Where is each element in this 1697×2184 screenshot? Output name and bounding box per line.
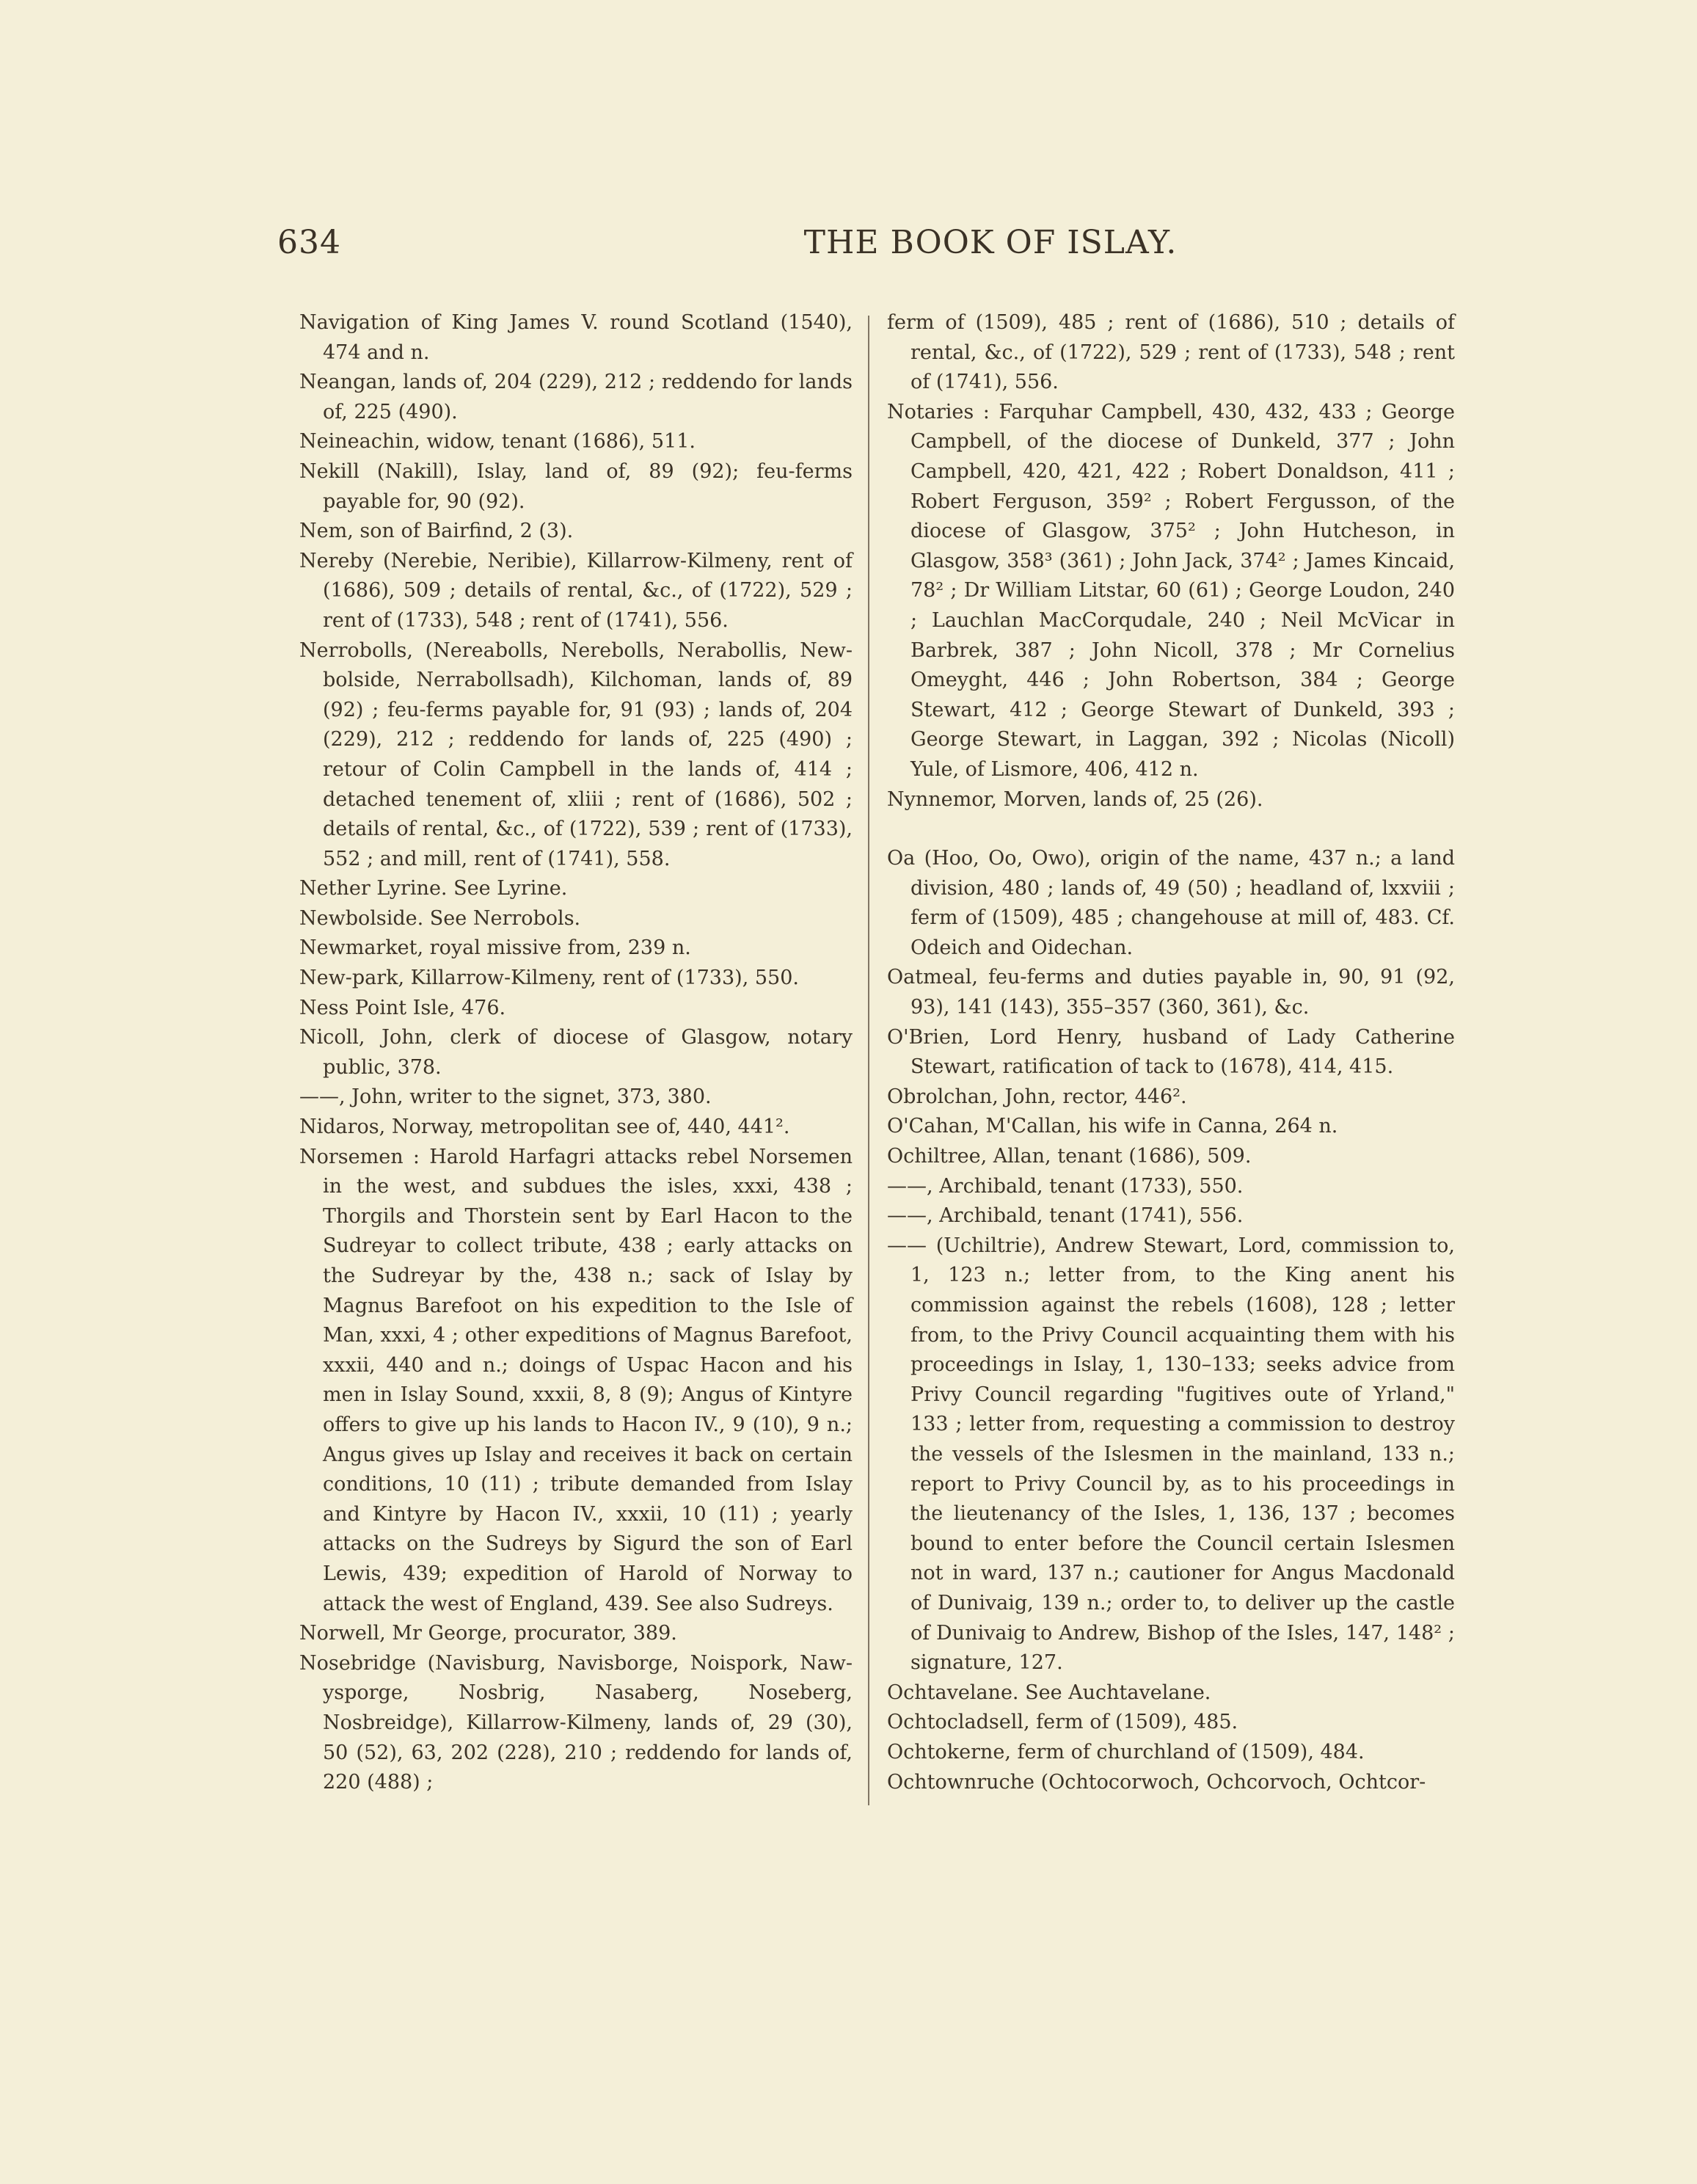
index-entry: O'Cahan, M'Callan, his wife in Canna, 264 n. [887,1115,1338,1138]
running-header [0,224,1697,268]
index-entry: Nidaros, Norway, metropolitan see of, 440, 441². [299,1115,790,1139]
index-column-left [299,308,853,1798]
index-entry: Newbolside. See Nerrobols. [299,906,581,930]
section-gap [887,815,1455,844]
index-entry: Nekill (Nakill), Islay, land of, 89 (92); feu-ferms payable for, 90 (92). [299,459,853,513]
index-entry: Nicoll, John, clerk of diocese of Glasgow, notary public, 378. [299,1026,853,1079]
index-entry: Ochtocladsell, ferm of (1509), 485. [887,1711,1238,1734]
index-entry: Oatmeal, feu-ferms and duties payable in, 90, 91 (92, 93), 141 (143), 355–357 (360, 361), &c. [887,966,1455,1019]
index-entry: ——, John, writer to the signet, 373, 380. [299,1085,712,1109]
index-entry: Notaries : Farquhar Campbell, 430, 432, 433 ; George Campbell, of the diocese of Dunkeld, 377 ; John Campbell, 420, 421, 422 ; Robert Donaldson, 411 ; Robert Ferguson, 359² ; Robert Fergusson, of the diocese of Glasgow, 375² ; John Hutcheson, in Glasgow, 358³ (361) ; John Jack, 374² ; James Kincaid, 78² ; Dr William Litstar, 60 (61) ; George Loudon, 240 ; Lauchlan MacCorqudale, 240 ; Neil McVicar in Barbrek, 387 ; John Nicoll, 378 ; Mr Cornelius Omeyght, 446 ; John Robertson, 384 ; George Stewart, 412 ; George Stewart of Dunkeld, 393 ; George Stewart, in Laggan, 392 ; Nicolas (Nicoll) Yule, of Lismore, 406, 412 n. [887,400,1455,781]
page-title: THE BOOK OF ISLAY. [803,224,1178,261]
index-entry: Oa (Hoo, Oo, Owo), origin of the name, 437 n.; a land division, 480 ; lands of, 49 (50) ; headland of, lxxviii ; ferm of (1509), 485 ; changehouse at mill of, 483. Cf. Odeich and Oidechan. [887,847,1455,959]
index-entry: Ochtokerne, ferm of churchland of (1509), 484. [887,1740,1365,1763]
index-entry: Obrolchan, John, rector, 446². [887,1085,1187,1108]
index-entry: ——, Archibald, tenant (1741), 556. [887,1204,1244,1228]
index-entry: Ochtownruche (Ochtocorwoch, Ochcorvoch, Ochtcor- [887,1770,1426,1794]
index-entry: Nem, son of Bairfind, 2 (3). [299,520,574,543]
index-entry: ——, Archibald, tenant (1733), 550. [887,1174,1244,1198]
index-entry: Neineachin, widow, tenant (1686), 511. [299,430,696,454]
index-entry: Ochiltree, Allan, tenant (1686), 509. [887,1145,1252,1168]
index-entry: Nosebridge (Navisburg, Navisborge, Noispork, Naw-ysporge, Nosbrig, Nasaberg, Noseberg, Nosbreidge), Killarrow-Kilmeny, lands of, 29 (30), 50 (52), 63, 202 (228), 210 ; reddendo for lands of, 220 (488) ; [299,1651,853,1794]
index-entry: Newmarket, royal missive from, 239 n. [299,936,691,960]
page-number: 634 [277,224,341,261]
index-entry: Nether Lyrine. See Lyrine. [299,877,568,900]
index-entry: Nereby (Nerebie, Neribie), Killarrow-Kilmeny, rent of (1686), 509 ; details of rental, &c., of (1722), 529 ; rent of (1733), 548 ; rent of (1741), 556. [299,549,853,632]
index-column-right [887,308,1455,1797]
index-entry: O'Brien, Lord Henry, husband of Lady Catherine Stewart, ratification of tack to (1678), 414, 415. [887,1025,1455,1079]
index-entry: Nerrobolls, (Nereabolls, Nerebolls, Nerabollis, New-bolside, Nerrabollsadh), Kilchoman, lands of, 89 (92) ; feu-ferms payable for, 91 (93) ; lands of, 204 (229), 212 ; reddendo for lands of, 225 (490) ; retour of Colin Campbell in the lands of, 414 ; detached tenement of, xliii ; rent of (1686), 502 ; details of rental, &c., of (1722), 539 ; rent of (1733), 552 ; and mill, rent of (1741), 558. [299,638,853,870]
index-entry: —— (Uchiltrie), Andrew Stewart, Lord, commission to, 1, 123 n.; letter from, to the King anent his commission against the rebels (1608), 128 ; letter from, to the Privy Council acquainting them with his proceedings in Islay, 1, 130–133; seeks advice from Privy Council regarding "fugitives oute of Yrland," 133 ; letter from, requesting a commission to destroy the vessels of the Islesmen in the mainland, 133 n.; report to Privy Council by, as to his proceedings in the lieutenancy of the Isles, 1, 136, 137 ; becomes bound to enter before the Council certain Islesmen not in ward, 137 n.; cautioner for Angus Macdonald of Dunivaig, 139 n.; order to, to deliver up the castle of Dunivaig to Andrew, Bishop of the Isles, 147, 148² ; signature, 127. [887,1234,1455,1675]
index-entry: ferm of (1509), 485 ; rent of (1686), 510 ; details of rental, &c., of (1722), 529 ; rent of (1733), 548 ; rent of (1741), 556. [887,311,1455,394]
index-entry: Navigation of King James V. round Scotland (1540), 474 and n. [299,311,853,364]
index-entry: New-park, Killarrow-Kilmeny, rent of (1733), 550. [299,967,799,990]
index-entry: Ochtavelane. See Auchtavelane. [887,1681,1211,1704]
index-entry: Norwell, Mr George, procurator, 389. [299,1622,677,1645]
index-entry: Norsemen : Harold Harfagri attacks rebel Norsemen in the west, and subdues the isles, xxxi, 438 ; Thorgils and Thorstein sent by Earl Hacon to the Sudreyar to collect tribute, 438 ; early attacks on the Sudreyar by the, 438 n.; sack of Islay by Magnus Barefoot on his expedition to the Isle of Man, xxxi, 4 ; other expeditions of Magnus Barefoot, xxxii, 440 and n.; doings of Uspac Hacon and his men in Islay Sound, xxxii, 8, 8 (9); Angus of Kintyre offers to give up his lands to Hacon IV., 9 (10), 9 n.; Angus gives up Islay and receives it back on certain conditions, 10 (11) ; tribute demanded from Islay and Kintyre by Hacon IV., xxxii, 10 (11) ; yearly attacks on the Sudreys by Sigurd the son of Earl Lewis, 439; expedition of Harold of Norway to attack the west of England, 439. See also Sudreys. [299,1145,853,1615]
index-entry: Nynnemor, Morven, lands of, 25 (26). [887,787,1263,811]
index-entry: Neangan, lands of, 204 (229), 212 ; reddendo for lands of, 225 (490). [299,371,853,423]
column-divider [868,316,869,1805]
index-entry: Ness Point Isle, 476. [299,996,506,1019]
